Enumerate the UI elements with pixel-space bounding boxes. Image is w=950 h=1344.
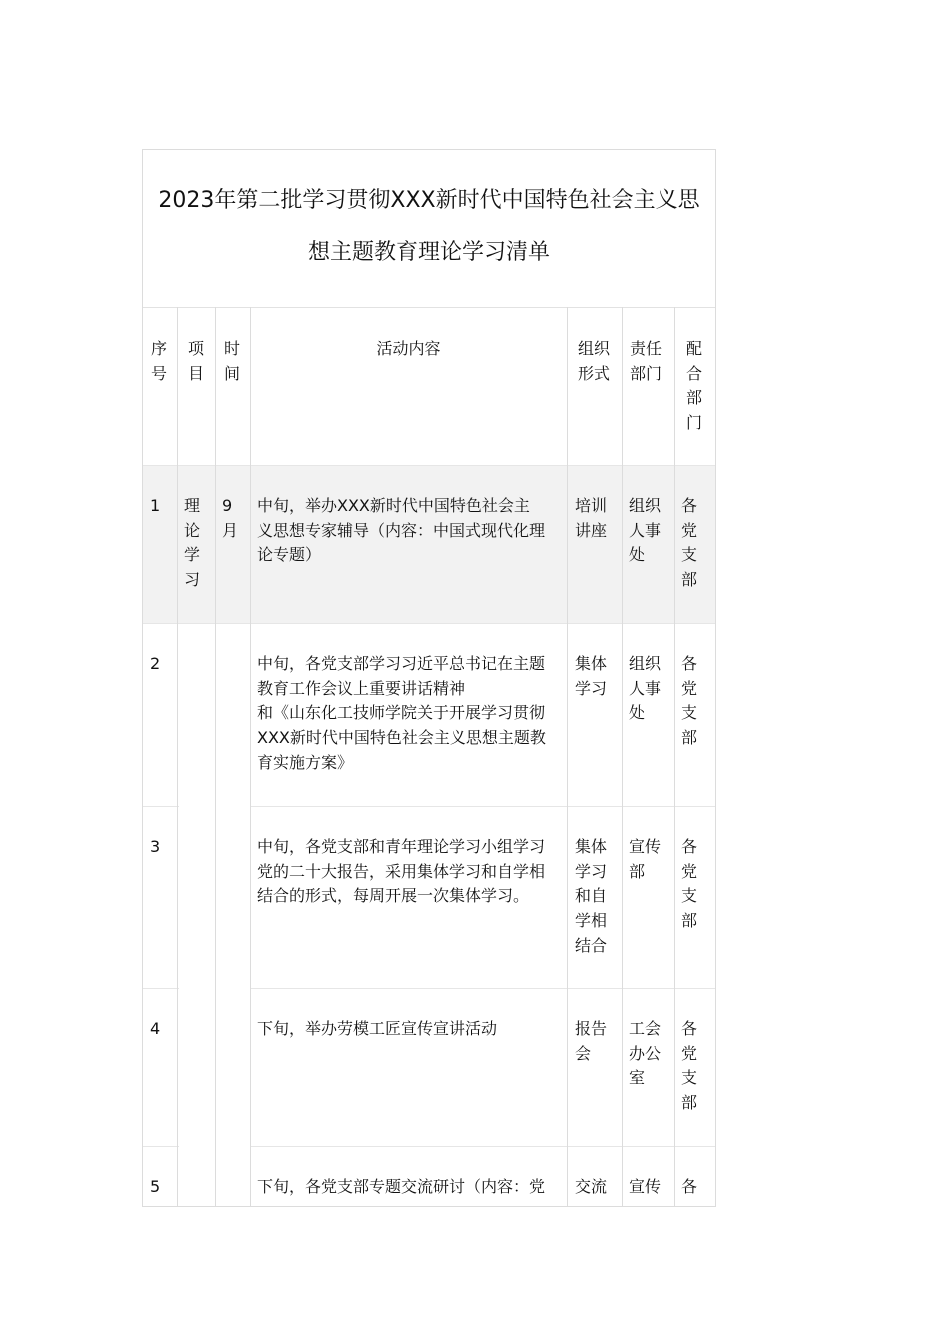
row-2-content-part-c: 在主题 教育工作会议上重要讲话精神 和《山东化工技师学院关于开展学习贯彻 XXX新时代中国特色社会主义思想主题教 育实施方案》 — [257, 654, 546, 772]
row-1-item: 理 论 学 习 — [184, 496, 201, 590]
header-form: 组织 形式 — [578, 339, 611, 383]
title-line-2: 想主题教育理论学习清单 — [307, 240, 550, 265]
row-5-content: 下旬，各党支部专题交流研讨（内容：党 — [257, 1177, 546, 1196]
row-5-form: 交流 — [575, 1177, 608, 1196]
header-item: 项 目 — [188, 339, 205, 383]
row-5-seq: 5 — [150, 1177, 161, 1196]
row-divider — [143, 465, 715, 466]
row-4-seq: 4 — [150, 1019, 161, 1038]
column-divider — [215, 307, 216, 1207]
row-4-coop: 各 党 支 部 — [681, 1019, 698, 1113]
row-1-form: 培训 讲座 — [575, 496, 608, 540]
column-divider — [250, 307, 251, 1207]
header-time: 时 间 — [224, 339, 241, 383]
row-3-content: 中旬，各党支部和青年理论学习小组学习 党的二十大报告，采用集体学习和自学相 结合的形式，每周开展一次集体学习。 — [257, 837, 546, 906]
row-divider — [143, 806, 179, 807]
column-divider — [674, 307, 675, 1207]
row-1-time: 9 月 — [222, 496, 239, 540]
row-1-seq: 1 — [150, 496, 161, 515]
column-divider — [622, 307, 623, 1207]
row-4-form: 报告 会 — [575, 1019, 608, 1063]
row-5-coop: 各 — [681, 1177, 698, 1196]
row-2-form: 集体 学习 — [575, 654, 608, 698]
row-divider — [250, 988, 715, 989]
row-3-dept: 宣传 部 — [629, 837, 662, 881]
row-3-coop: 各 党 支 部 — [681, 837, 698, 931]
column-divider — [567, 307, 568, 1207]
study-list-table — [142, 149, 716, 1207]
row-1-coop: 各 党 支 部 — [681, 496, 698, 590]
table-title — [143, 150, 715, 308]
row-2-dept: 组织 人事 处 — [629, 654, 662, 723]
title-line-1: 2023年第二批学习贯彻XXX新时代中国特色社会主义思 — [158, 188, 700, 213]
row-4-content: 下旬，举办劳模工匠宣传宣讲活动 — [257, 1019, 498, 1038]
row-divider — [143, 1146, 179, 1147]
row-divider — [143, 623, 715, 624]
row-3-form: 集体 学习 和自 学相 结合 — [575, 837, 608, 955]
row-3-seq: 3 — [150, 837, 161, 856]
row-2-content-part-b: 习近平总书记 — [401, 654, 498, 673]
row-2-seq: 2 — [150, 654, 161, 673]
row-1-content: 中旬，举办XXX新时代中国特色社会主 义思想专家辅导（内容：中国式现代化理 论专题） — [257, 496, 546, 565]
header-content: 活动内容 — [376, 339, 441, 358]
row-5-dept: 宣传 — [629, 1177, 662, 1196]
row-2-content — [257, 652, 563, 776]
header-coop: 配 合 部 门 — [686, 339, 703, 433]
column-divider — [177, 307, 178, 1207]
row-1-dept: 组织 人事 处 — [629, 496, 662, 565]
row-4-dept: 工会 办公 室 — [629, 1019, 662, 1088]
row-divider — [250, 1146, 715, 1147]
row-divider — [250, 806, 715, 807]
row-2-coop: 各 党 支 部 — [681, 654, 698, 748]
header-seq: 序 号 — [151, 339, 168, 383]
header-dept: 责任 部门 — [630, 339, 663, 383]
row-divider — [143, 988, 179, 989]
row-2-content-part-a: 中旬，各党支部学习 — [257, 654, 402, 673]
